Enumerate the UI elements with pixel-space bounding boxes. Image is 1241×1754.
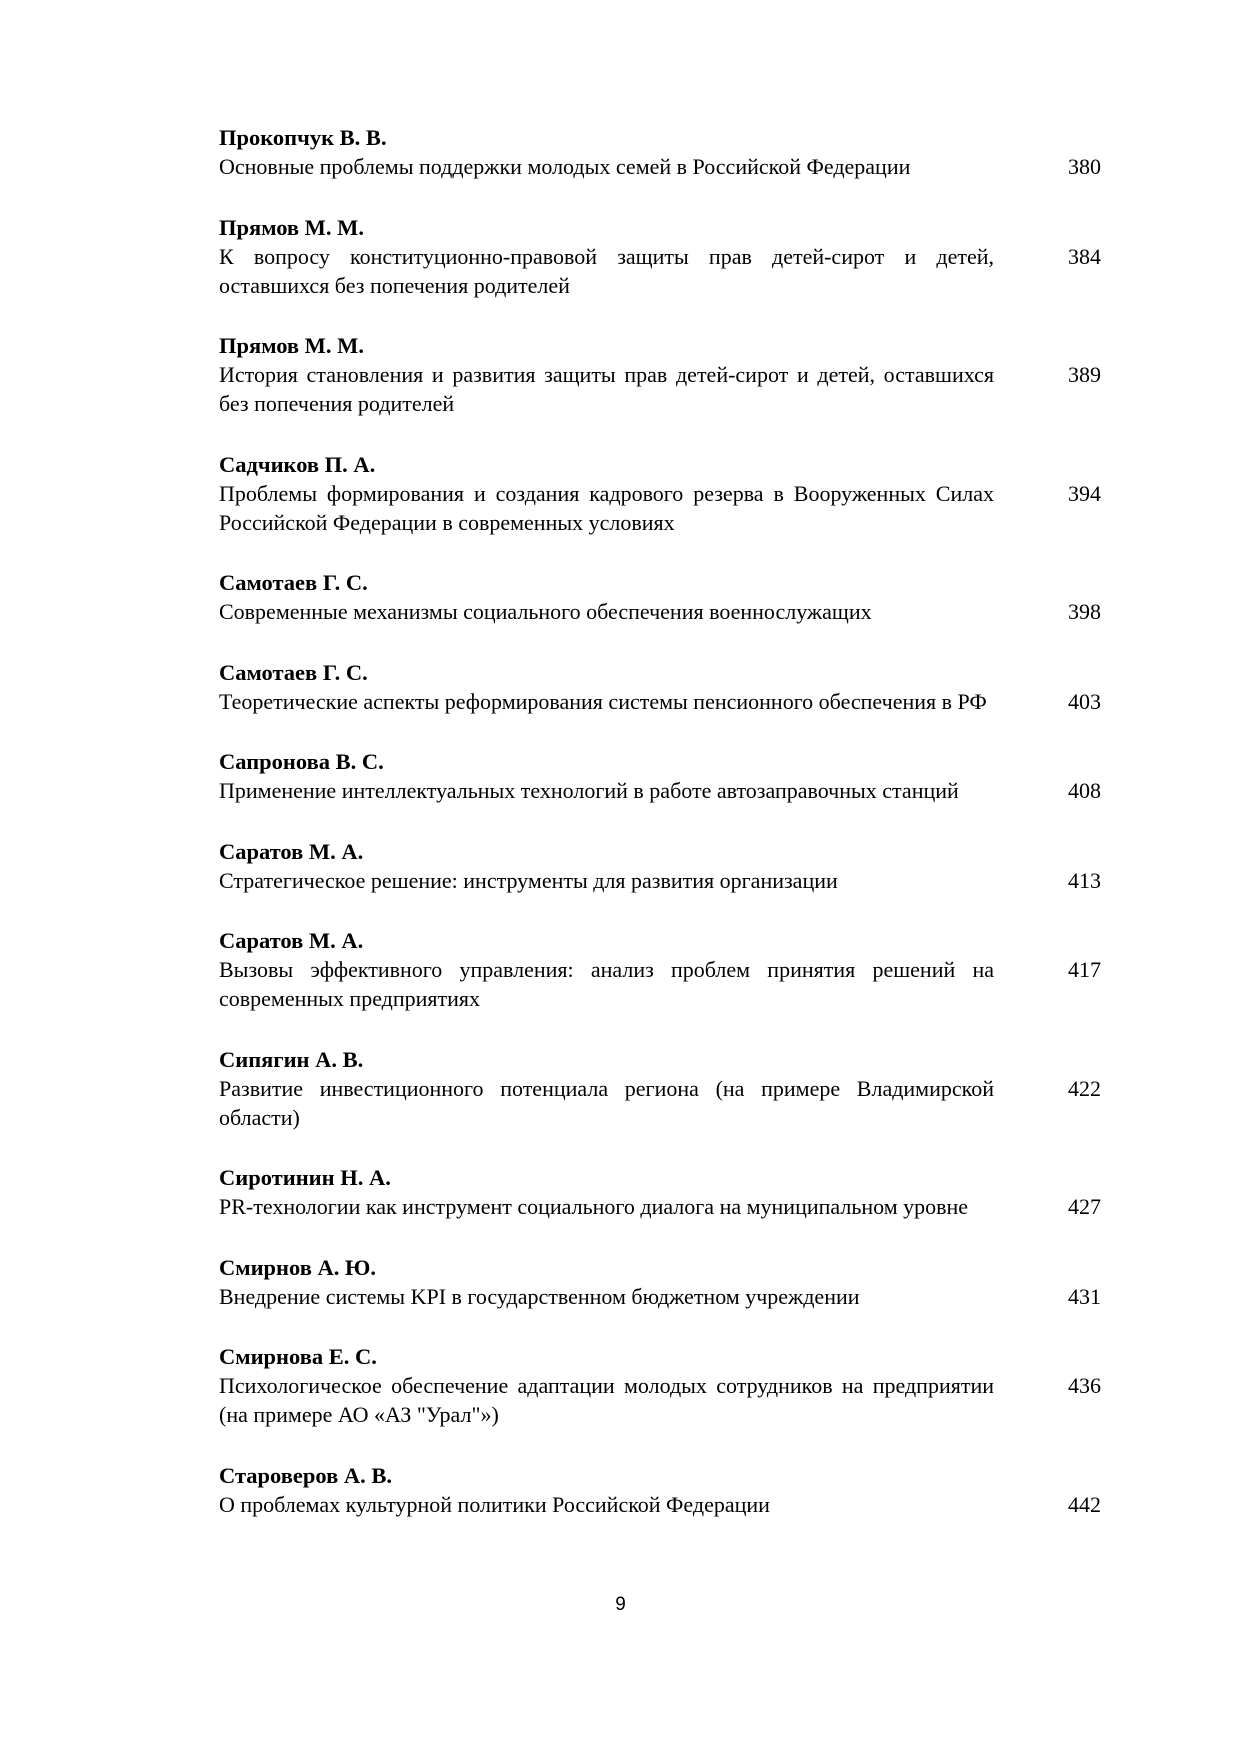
toc-entry-title: История становления и развития защиты прав детей-сирот и детей, оставшихся без попечения родителей: [219, 362, 994, 416]
toc-entry-page: 417: [1068, 957, 1101, 982]
toc-entry-author: Прямов М. М.: [219, 333, 365, 358]
toc-entry: [219, 658, 1101, 716]
toc-entry-author: Староверов А. В.: [219, 1462, 392, 1488]
toc-entry-author: Прокопчук В. В.: [219, 125, 387, 150]
toc-entry-author: Самотаев Г. С.: [219, 659, 368, 685]
toc-entry-page: 394: [1068, 480, 1101, 506]
toc-entry-author: Сапронова В. С.: [219, 749, 384, 774]
toc-entry-row: [219, 866, 1101, 895]
toc-entry: [219, 450, 1101, 537]
toc-entry-title: PR-технологии как инструмент социального диалога на муниципальном уровне: [219, 1194, 969, 1219]
toc-entry-page: 431: [1068, 1283, 1101, 1309]
toc-entry: [219, 568, 1101, 626]
toc-entry: [219, 1253, 1101, 1311]
page-number: 9: [615, 1594, 626, 1615]
toc-entry-author: Саратов М. А.: [219, 928, 364, 953]
toc-entry-row: [219, 1192, 1101, 1221]
toc-entry-row: [219, 360, 1101, 418]
toc-entry-title: Внедрение системы KPI в государственном бюджетном учреждении: [219, 1283, 860, 1309]
toc-entry: [219, 331, 1101, 418]
toc-entry-page: 427: [1068, 1194, 1101, 1219]
toc-entry-title: О проблемах культурной политики Российской Федерации: [219, 1491, 770, 1517]
toc-entry-title: Современные механизмы социального обеспечения военнослужащих: [219, 599, 872, 624]
toc-entry-row: [219, 955, 1101, 1013]
toc-entry-title: Применение интеллектуальных технологий в работе автозаправочных станций: [219, 778, 959, 803]
toc-entry: [219, 837, 1101, 895]
toc-entry-page: 422: [1068, 1075, 1101, 1101]
toc-entry-title: Психологическое обеспечение адаптации молодых сотрудников на предприятии (на примере АО «АЗ "Урал"»): [219, 1373, 994, 1427]
toc-entry-title: Основные проблемы поддержки молодых семей в Российской Федерации: [219, 154, 911, 179]
toc-entry-author: Саратов М. А.: [219, 838, 364, 864]
toc-entry-title: Вызовы эффективного управления: анализ проблем принятия решений на современных предприятиях: [219, 957, 994, 1011]
toc-entry: [219, 1163, 1101, 1221]
toc-entry-row: [219, 479, 1101, 537]
toc-entry-author: Прямов М. М.: [219, 214, 365, 240]
toc-entry-row: [219, 152, 1101, 181]
toc-entry-row: [219, 242, 1101, 300]
toc-entry: [219, 1461, 1101, 1519]
toc-entry-page: 398: [1068, 599, 1101, 624]
toc-entry-title: Развитие инвестиционного потенциала региона (на примере Владимирской области): [219, 1075, 994, 1130]
toc-entry-page: 408: [1068, 778, 1101, 803]
toc-entry: [219, 926, 1101, 1013]
toc-entry-page: 380: [1068, 154, 1101, 179]
toc-entry-title: Стратегическое решение: инструменты для развития организации: [219, 867, 838, 893]
toc-entry-author: Садчиков П. А.: [219, 451, 376, 477]
toc-entry-page: 384: [1068, 243, 1101, 269]
toc-entry-row: [219, 1490, 1101, 1519]
toc-entry-row: [219, 687, 1101, 716]
toc-entry-author: Самотаев Г. С.: [219, 570, 368, 595]
toc-entry-title: К вопросу конституционно-правовой защиты прав детей-сирот и детей, оставшихся без попечения родителей: [219, 243, 994, 298]
toc-entry-row: [219, 1371, 1101, 1429]
toc-entry: [219, 1045, 1101, 1132]
toc-entry-author: Сипягин А. В.: [219, 1046, 364, 1072]
toc-entry-title: Теоретические аспекты реформирования системы пенсионного обеспечения в РФ: [219, 688, 987, 714]
toc-entry-page: 403: [1068, 688, 1101, 714]
table-of-contents: [219, 123, 1101, 1550]
toc-entry-author: Смирнова Е. С.: [219, 1344, 377, 1369]
toc-entry: [219, 213, 1101, 300]
toc-entry-row: [219, 1282, 1101, 1311]
toc-entry-row: [219, 1074, 1101, 1132]
toc-entry-page: 413: [1068, 867, 1101, 893]
toc-entry-title: Проблемы формирования и создания кадрового резерва в Вооруженных Силах Российской Федерации в современных условиях: [219, 480, 994, 535]
toc-entry-page: 389: [1068, 362, 1101, 387]
toc-entry-author: Сиротинин Н. А.: [219, 1165, 391, 1190]
toc-entry-row: [219, 597, 1101, 626]
toc-entry-row: [219, 776, 1101, 805]
toc-entry: [219, 123, 1101, 181]
toc-entry: [219, 747, 1101, 805]
toc-entry: [219, 1342, 1101, 1429]
toc-entry-page: 442: [1068, 1491, 1101, 1517]
toc-entry-author: Смирнов А. Ю.: [219, 1254, 376, 1280]
toc-entry-page: 436: [1068, 1373, 1101, 1398]
